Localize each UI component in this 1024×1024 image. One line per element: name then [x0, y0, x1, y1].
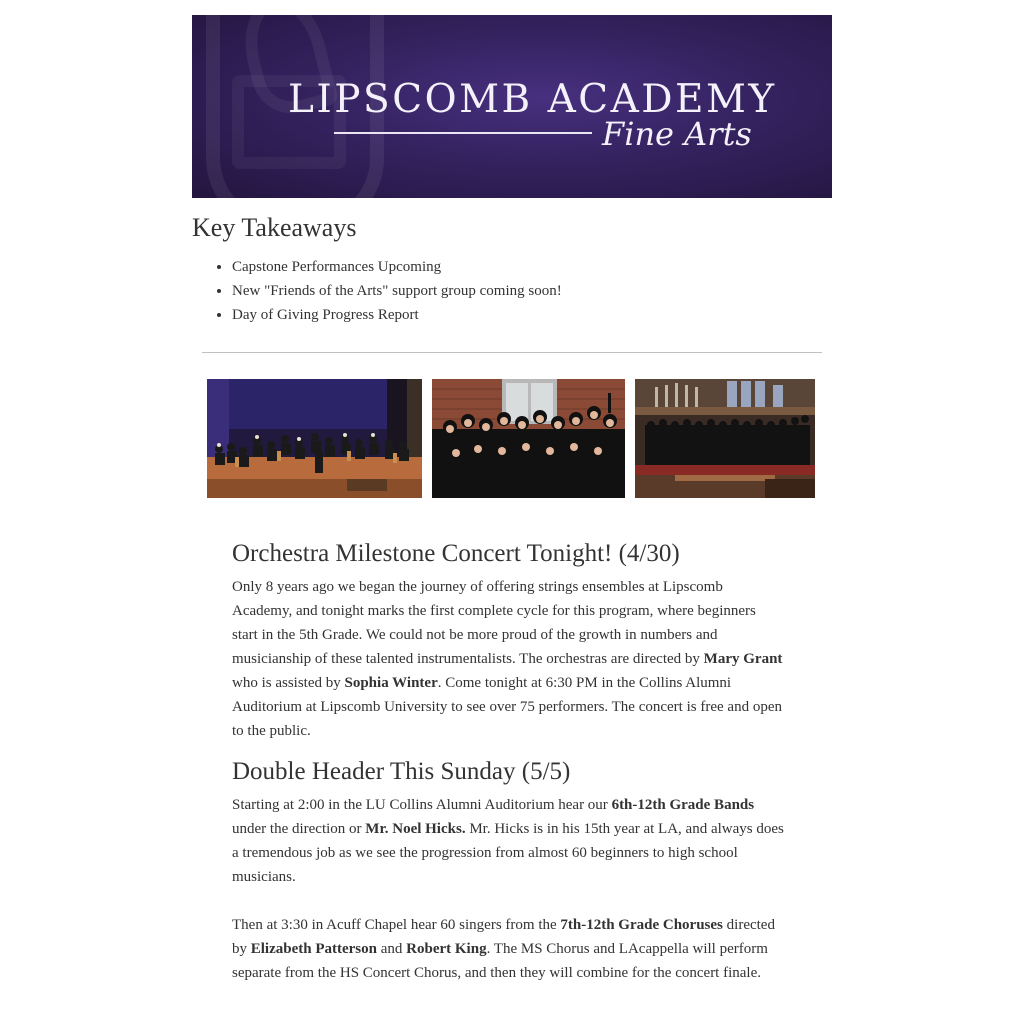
- article-body: [232, 913, 785, 985]
- text-run: Then at 3:30 in Acuff Chapel hear 60 singers from the: [232, 917, 561, 933]
- text-run: and: [376, 941, 407, 957]
- director-name: Mr. Noel Hicks.: [365, 821, 466, 837]
- orchestra-photo: [207, 379, 422, 498]
- text-run: Only 8 years ago we began the journey of offering strings ensembles at Lipscomb Academy, and tonight marks the first complete cycle for this program, where beginners start in the 5th Grade. We could not be more proud of the growth in numbers and musicianship of these talented instrumentalists. The orchestras are directed by: [232, 579, 756, 667]
- newsletter: [192, 0, 832, 985]
- chorus-photo: [635, 379, 815, 498]
- text-run: under the direction or: [232, 821, 366, 837]
- text-run: directed by: [232, 917, 775, 957]
- director-name: Elizabeth Patterson: [250, 941, 377, 957]
- paragraph-gap: [232, 889, 785, 913]
- article-double-header: [192, 757, 832, 985]
- takeaways-list: [192, 255, 832, 327]
- text-run: who is assisted by: [232, 675, 345, 691]
- assistant-name: Sophia Winter: [344, 675, 438, 691]
- ensemble-name: 7th-12th Grade Choruses: [560, 917, 723, 933]
- list-item: • New "Friends of the Arts" support group coming soon!: [232, 279, 832, 303]
- key-takeaways-heading: Key Takeaways: [192, 213, 357, 242]
- article-body: [232, 575, 785, 743]
- list-item: • Capstone Performances Upcoming: [232, 255, 832, 279]
- list-item: • Day of Giving Progress Report: [232, 303, 832, 327]
- article-heading: Double Header This Sunday (5/5): [232, 758, 571, 785]
- banner-subtitle: Fine Arts: [602, 115, 752, 153]
- director-name: Mary Grant: [703, 651, 783, 667]
- section-divider: [202, 352, 822, 353]
- text-run: . Come tonight at 6:30 PM in the Collins Alumni Auditorium at Lipscomb University to see over 75 performers. The concert is free and open to the public.: [232, 675, 782, 739]
- article-heading: Orchestra Milestone Concert Tonight! (4/30): [232, 540, 680, 567]
- banner-title: LIPSCOMB ACADEMY: [288, 77, 777, 122]
- banner-rule: [334, 132, 592, 134]
- article-body: [232, 793, 785, 889]
- article-orchestra: [192, 539, 832, 743]
- text-run: Mr. Hicks is in his 15th year at LA, and always does a tremendous job as we see the progression from almost 60 beginners to high school musicians.: [232, 821, 784, 885]
- text-run: . The MS Chorus and LAcappella will perform separate from the HS Concert Chorus, and then they will combine for the concert finale.: [232, 941, 768, 981]
- photo-strip: [192, 379, 832, 499]
- ensemble-name: 6th-12th Grade Bands: [611, 797, 755, 813]
- header-banner: [192, 15, 832, 198]
- group-photo: [432, 379, 625, 498]
- text-run: Starting at 2:00 in the LU Collins Alumni Auditorium hear our: [232, 797, 612, 813]
- director-name: Robert King: [406, 941, 487, 957]
